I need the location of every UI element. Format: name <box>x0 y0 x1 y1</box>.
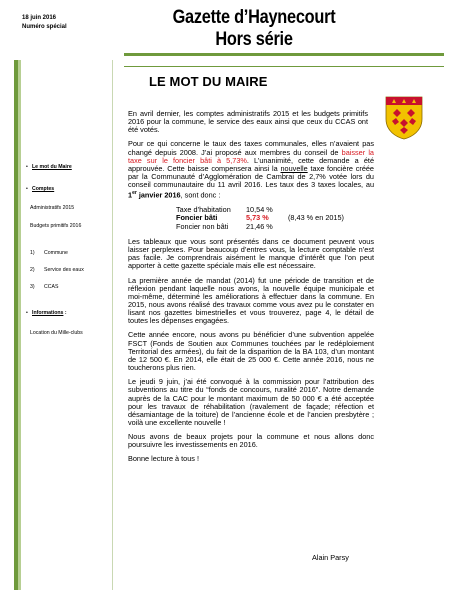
paragraph-8: Bonne lecture à tous ! <box>128 454 199 464</box>
article-title-bar <box>124 66 444 88</box>
masthead-title: Gazette d’Haynecourt <box>172 7 336 28</box>
issue-meta <box>22 14 67 32</box>
bullet-icon: • <box>26 164 28 170</box>
sidebar <box>14 60 113 590</box>
bullet-icon: • <box>26 186 28 192</box>
paragraph-7: Nous avons de beaux projets pour la commune et nous allons donc poursuivre les investissements en 2016. <box>128 432 374 450</box>
sidebar-item-location[interactable]: Location du Mille-clubs <box>30 330 83 336</box>
issue-edition: Numéro spécial <box>22 24 67 30</box>
paragraph-4: La première année de mandat (2014) fut une période de transition et de réflexion pendant laquelle nous avons, la nouvelle équipe municipale et moi-même, déterminé les améliorations à effectuer dans la commune. En 2015, nous avons réalisé des travaux comme vous avez pu le constater en lisant nos gazettes bimestrielles et vous trouverez, page 4, le détail de toutes les dépenses engagées. <box>128 275 374 326</box>
paragraph-3: Les tableaux que vous sont présentés dans ce document peuvent vous laisser perplexes. Pour beaucoup d’entres vous, la lecture comptable n’est pas facile. Je comprendrais aisément le manque d’intérêt que l’on peut apporter à cette gazette spéciale mais elle est nécessaire. <box>128 236 374 271</box>
article-title: LE MOT DU MAIRE <box>149 74 268 89</box>
sidebar-accent-stripe <box>18 60 21 590</box>
sidebar-item-mot-du-maire[interactable]: • Le mot du Maire <box>26 164 72 170</box>
sidebar-item-budgets[interactable]: Budgets primitifs 2016 <box>30 223 82 229</box>
paragraph-2: Pour ce qui concerne le taux des taxes communales, elles n’avaient pas changé depuis 2008. J’ai proposé aux membres du conseil de baisser la taxe sur le foncier bâti à 5,73%. L’unanimité, cette demande a été approuvée. Cette baisse compensera ainsi la nouvelle taxe foncière créée par la Communauté d’Agglomération de Cambrai de 2,7% votée lors du conseil communautaire du 11 avril 2016. Les taux des 3 taxes locales, au 1er janvier 2016, sont donc : <box>128 139 374 200</box>
masthead <box>124 6 444 56</box>
paragraph-1: En avril dernier, les comptes administratifs 2015 et les budgets primitifs 2016 pour la commune, le service des eaux ainsi que ceux du CCAS ont été votés. <box>128 109 368 135</box>
table-row: Taxe d’habitation 10,54 % <box>176 204 273 214</box>
masthead-subtitle: Hors série <box>215 29 293 50</box>
sidebar-item-service-eaux[interactable]: 2) Service des eaux <box>30 267 84 273</box>
sidebar-item-comptes[interactable]: • Comptes <box>26 186 55 192</box>
sidebar-item-informations[interactable]: • Informations : <box>26 310 67 316</box>
sidebar-item-administratifs[interactable]: Administratifs 2015 <box>30 205 75 211</box>
signature: Alain Parsy <box>312 553 349 562</box>
paragraph-5: Cette année encore, nous avons pu bénéficier d’une subvention appelée FSCT (Fonds de Soutien aux Communes touchées par le redéploiement Territorial des armées), du fait de la disparition de la BA 103, d’un montant de 12 500 €. En 2014, elle était de 25 000 €. Cette année 2016, nous ne toucherons plus rien. <box>128 330 374 373</box>
sidebar-item-commune[interactable]: 1) Commune <box>30 250 68 256</box>
bullet-icon: • <box>26 310 28 316</box>
table-row: Foncier non bâti 21,46 % <box>176 221 273 231</box>
tax-rates-table <box>176 206 374 231</box>
table-row: Foncier bâti 5,73 % (8,43 % en 2015) <box>176 213 344 223</box>
article-body <box>128 110 374 470</box>
coat-of-arms-icon <box>384 95 424 140</box>
sidebar-item-ccas[interactable]: 3) CCAS <box>30 284 59 290</box>
issue-date: 18 juin 2016 <box>22 15 57 21</box>
paragraph-6: Le jeudi 9 juin, j’ai été convoqué à la commission pour l’attribution des subventions au titre du “fonds de concours, ruralité 2016”. Notre demande auprès de la CAC pour le montant maximum de 50 000 € a été acceptée pour les travaux de réhabilitation (ravalement de façade; réfection et désamiantage de la toiture) de l’ancienne école et de l’ancien presbytère ; voilà une excellente nouvelle ! <box>128 377 374 427</box>
highlighted-tax-text: baisser la taxe sur le foncier bâti à 5,73% <box>128 147 374 165</box>
